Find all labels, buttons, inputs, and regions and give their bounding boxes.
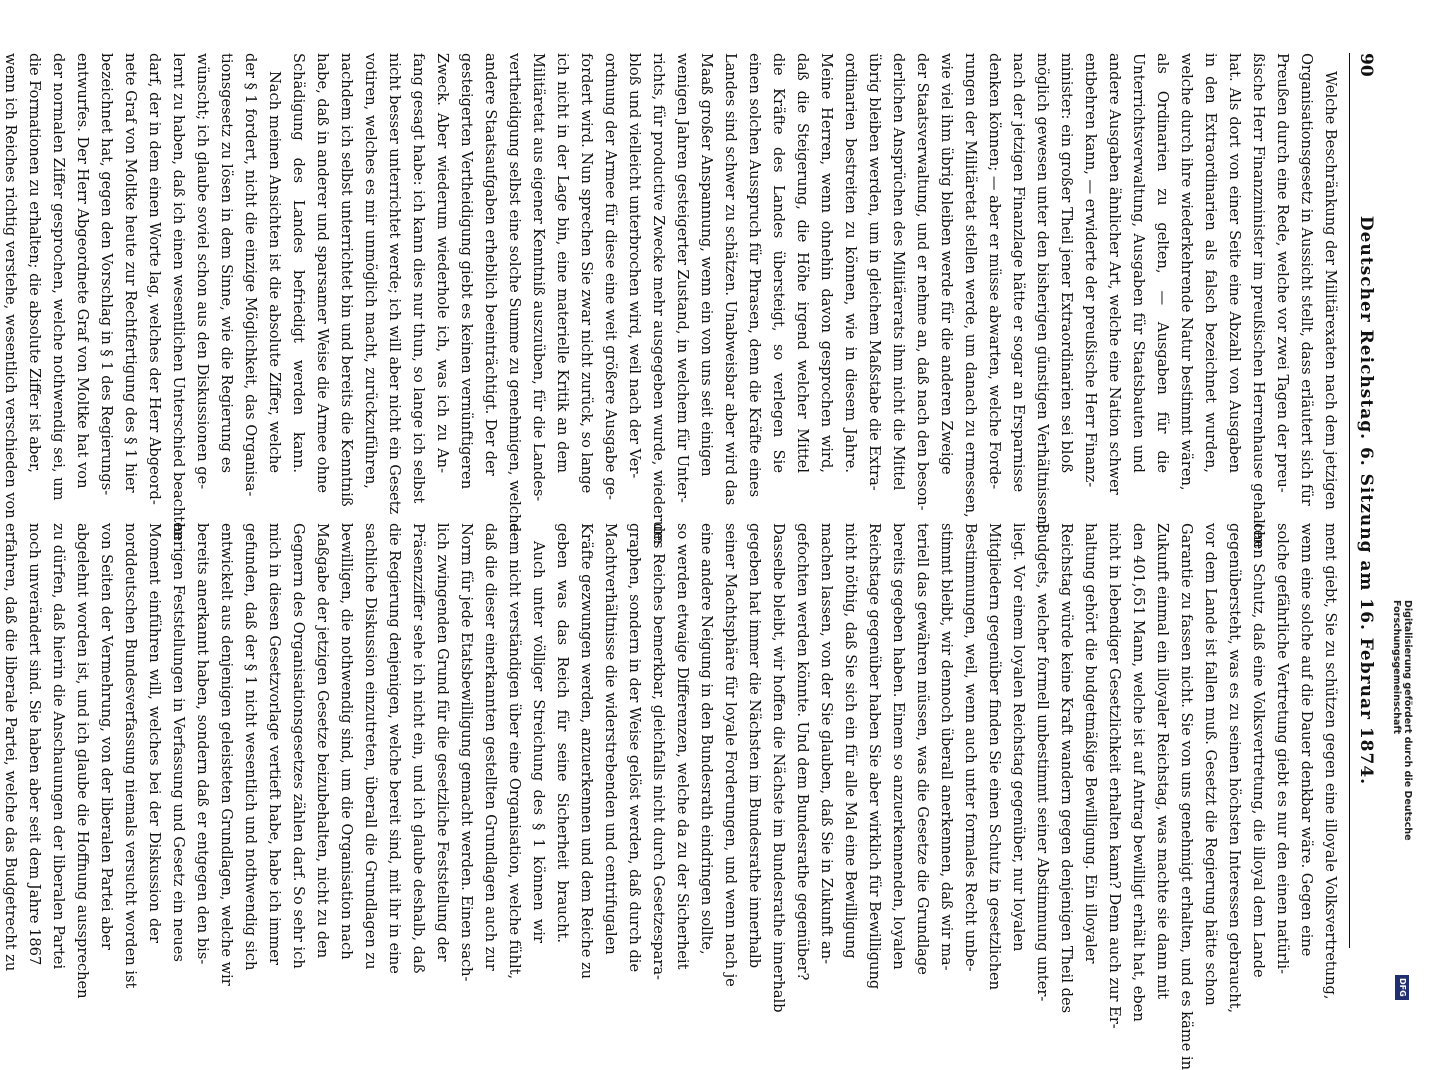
- text-line: Gegnern des Organisationsgesetzes zählen darf. So sehr ich: [290, 523, 307, 969]
- text-line: bewilligen, die nothwendig sind, um die Organisation nach: [338, 523, 355, 960]
- text-line: einen solchen Ausspruch für Phrasen, denn die Kräfte eines: [746, 53, 763, 498]
- text-line: zu dürfen, daß hierin die Anschauungen der liberalen Partei: [50, 523, 67, 970]
- footer-credit: Digitalisierung gefördert durch die Deutsche Forschungsgemeinschaft: [1391, 600, 1413, 841]
- text-line: eine andere Neigung in den Bundesrath eindringen sollte,: [698, 523, 715, 955]
- text-line: machen lassen, von der Sie glauben, daß Sie in Zukunft an-: [818, 523, 835, 965]
- text-line: liegt. Vor einem loyalen Reichstag gegenüber, nur loyalen: [1010, 523, 1027, 952]
- text-line: mich in diesen Gesetzvorlage vertieft habe, habe ich immer: [266, 523, 283, 966]
- text-line: der normalen Ziffer gesprochen, welche nothwendig sei, um: [50, 53, 67, 501]
- text-line: Schädigung des Landes befriedigt werden kann.: [290, 53, 307, 473]
- text-line: seiner Machtsphäre für loyale Forderungen, und wenn nach je: [722, 523, 739, 987]
- text-line: Maaß großer Anspannung, wenn ein von uns seit einigen: [698, 53, 715, 477]
- text-line: des Reiches bemerkbar, gleichfalls nicht durch Gesetzespara-: [650, 523, 667, 980]
- text-line: haltung gehört die budgetmäßige Bewilligung. Ein illoyaler: [1082, 523, 1099, 964]
- text-line: richts, für productive Zwecke mehr ausgegeben wurde, wiederum: [650, 53, 667, 545]
- dfg-logo-icon: DFG: [1395, 975, 1409, 1000]
- text-line: ich nicht in der Lage bin, eine materielle Kritik an dem: [554, 53, 571, 473]
- text-line: Garantie zu fassen nicht. Sie von uns genehmigt erhalten, und es käme in: [1178, 523, 1195, 1070]
- text-line: teriell das gewähren müssen, was die Gesetze die Grundlage: [914, 523, 931, 975]
- text-line: nachdem ich selbst unterrichtet bin und bereits die Kenntniß: [338, 53, 355, 507]
- text-line: bereits anerkannt haben, sondern daß er entgegen den bis-: [194, 523, 211, 965]
- text-line: Zukunft einmal ein illoyaler Reichstag, was machte sie dann mit: [1154, 523, 1171, 1000]
- text-line: Bestimmungen, weil, wenn auch unter formales Recht unbe-: [962, 523, 979, 972]
- text-line: fang gesagt habe: ich kann dies nur thun, so lange ich selbst: [410, 53, 427, 504]
- text-line: Zweck. Aber wiederum wiederhole ich, was ich zu An-: [434, 53, 451, 473]
- text-line: der Staatsverwaltung, und er nehme an, daß nach den beson-: [914, 53, 931, 511]
- text-line: lernt zu haben, daß ich einen wesentlichen Unterschied beachten: [170, 53, 187, 541]
- text-line: gesteigerten Vertheidigung giebt es keinen vernünftigeren: [458, 53, 475, 490]
- text-line: als Ordinarien zu gelten, — Ausgaben für die: [1154, 53, 1171, 473]
- text-line: die Regierung denjenigen, welche bereit sind, mit ihr in eine: [386, 523, 403, 974]
- text-line: geben was das Reich für seine Sicherheit braucht.: [554, 523, 571, 943]
- text-line: bezeichnet hat, gegen den Vorschlag in § 1 des Regierungs-: [98, 53, 115, 496]
- text-line: norddeutschen Bundesverfassung niemals versucht worden ist: [122, 523, 139, 989]
- running-title: Deutscher Reichstag. 6. Sitzung am 16. Februar 1874.: [1356, 215, 1376, 786]
- text-line: in den Extraordinarien als falsch bezeichnet wurden,: [1202, 53, 1219, 473]
- text-line: der § 1 fordert, nicht die einzige Möglichkeit, das Organisa-: [242, 53, 259, 497]
- page-header: [1346, 53, 1378, 948]
- text-line: Reichstage gegenüber haben Sie aber wirklich für Bewilligung: [866, 523, 883, 990]
- text-line: vor dem Lande ist fallen muß. Gesetzt die Regierung hätte schon: [1202, 523, 1219, 1006]
- text-line: bloß und vielleicht unterbrochen wird, weil nach der Ver-: [626, 53, 643, 479]
- text-line: andere Staatsaufgaben erheblich beeinträchtigt. Der der: [482, 53, 499, 476]
- text-line: Auch unter völliger Streichung des § 1 können wir: [530, 541, 547, 943]
- text-line: nach der jetzigen Finanzlage hätte er sogar an Ersparnisse: [1010, 53, 1027, 493]
- text-line: Dasselbe bleibt, wir hoffen die Nächste im Bundesrathe innerhalb: [770, 523, 787, 1013]
- text-line: minister: ein großer Theil jener Extraordinarien sei bloß: [1058, 53, 1075, 473]
- text-line: gefochten werden könnte. Und dem Bundesrathe gegenüber?: [794, 523, 811, 981]
- text-line: dem nicht verständigen über eine Organisation, welche fühlt,: [506, 523, 523, 980]
- text-line: lich zwingenden Grund für die gesetzliche Feststellung der: [434, 523, 451, 962]
- digitization-footer: [1392, 0, 1412, 1000]
- text-line: wenn ich Reiches richtig verstehe, wesentlich verschieden von: [2, 53, 19, 519]
- text-line: habe, daß in anderer und sparsamer Weise die Armee ohne: [314, 53, 331, 494]
- scanned-page: [2, 13, 1394, 1070]
- page-number: 90: [1356, 53, 1376, 77]
- text-line: daß die dieser einerkannten gestellten Grundlagen auch zur: [482, 523, 499, 971]
- text-line: herigen Feststellungen in Verfassung und Gesetz ein neues: [170, 523, 187, 962]
- text-line: graphen, sondern in der Weise gelöst werden, daß durch die: [626, 523, 643, 973]
- text-line: daß die Steigerung, die Höhe irgend welcher Mittel: [794, 53, 811, 473]
- text-line: Mitgliedern gegenüber finden Sie einen Schutz in gesetzlichen: [986, 523, 1003, 991]
- text-line: übrig bleiben werden, um in gleichem Maßstabe die Extra-: [866, 53, 883, 491]
- text-line: darf, der in dem einen Worte lag, welches der Herr Abgeord-: [146, 53, 163, 505]
- text-line: andere Ausgaben ähnlicher Art, welche eine Nation schwer: [1106, 53, 1123, 495]
- text-line: Reichstag würde keine Kraft wandern gegen denjenigen Theil des: [1058, 523, 1075, 1014]
- text-line: solche gefährliche Vertretung giebt es nur den einen natürli-: [1274, 523, 1291, 975]
- text-line: wenigen Jahren gesteigerter Zustand, in welchem für Unter-: [674, 53, 691, 503]
- text-line: Preußen durch eine Rede, welche vor zwei Tagen der preu-: [1274, 53, 1291, 493]
- text-line: so werden etwaige Differenzen, welche da zu der Sicherheit: [674, 523, 691, 970]
- text-line: entwickelt aus denjenigen geleisteten Grundlagen, welche wir: [218, 523, 235, 986]
- text-line: derlichen Ansprüchen des Militärerats ihm nicht die Mittel: [890, 53, 907, 491]
- text-line: entbehren kann, — erwiderte der preußische Herr Finanz-: [1082, 53, 1099, 488]
- text-line: hat. Als dort von einer Seite eine Abzahl von Ausgaben: [1226, 53, 1243, 473]
- text-line: Präsenzziffer sehe ich nicht ein, und ich glaube deshalb, daß: [410, 523, 427, 974]
- text-line: stimmt bleibt, wir dennoch überall anerkennen, daß wir ma-: [938, 523, 955, 971]
- text-line: ßische Herr Finanzminister im preußischen Herrenhause gehalten: [1250, 53, 1267, 548]
- text-line: gegeben hat immer die Nächsten im Bundesrathe innerhalb: [746, 523, 763, 969]
- text-line: Welche Beschränkung der Militärexaten nach dem jetzigen: [1322, 71, 1339, 510]
- text-line: chen Schutz, daß eine Volksvertretung, die illoyal dem Lande: [1250, 523, 1267, 978]
- text-line: Machtverhältnisse die widerstrebenden und centrifugalen: [602, 523, 619, 955]
- left-text-column: [2, 53, 1342, 548]
- text-line: denken können; — aber er müsse abwarten, welche Forde-: [986, 53, 1003, 490]
- text-line: ordnung der Armee für diese eine weit größere Ausgabe ge-: [602, 53, 619, 500]
- text-line: nicht in lebendiger Gesetzlichkeit erhalten kann? Denn auch zur Er-: [1106, 523, 1123, 1029]
- text-line: entwurfes. Der Herr Abgeordnete Graf von Moltke hat von: [74, 53, 91, 489]
- rotated-page-content: [2, 13, 1394, 1070]
- text-line: rungen der Militäretat stellen werde, um danach zu ermessen,: [962, 53, 979, 518]
- text-line: welche durch ihre wiederkehrende Natur bestimmt wären,: [1178, 53, 1195, 491]
- text-line: Maßgabe der jetzigen Gesetze beizubehalten, nicht zu den: [314, 523, 331, 959]
- text-line: Kräfte gezwungen werden, anzuerkennen und dem Reiche zu: [578, 523, 595, 980]
- text-line: bereits gegeben haben. Einem so anzuerkennenden, loyalen: [890, 523, 907, 970]
- text-line: ment giebt, Sie zu schützen gegen eine illoyale Volksvertretung,: [1322, 523, 1339, 1000]
- text-line: Organisationsgesetz in Aussicht stellt, dass erläutert sich für: [1298, 53, 1315, 506]
- text-line: nicht besser unterrichtet werde; ich will aber nicht ein Gesetz: [386, 53, 403, 515]
- right-text-column: [2, 523, 1342, 1070]
- text-line: ordinarien bestreiten zu können, wie in diesem Jahre.: [842, 53, 859, 473]
- text-line: die Kräfte des Landes übersteigt, so verlegen Sie: [770, 53, 787, 473]
- text-line: Nach meinen Ansichten ist die absolute Ziffer, welche: [266, 71, 283, 473]
- text-line: fordert wird. Nun sprechen Sie zwar nicht zurück, so lange: [578, 53, 595, 494]
- text-line: wünscht; ich glaube soviel schon aus den Diskussionen ge-: [194, 53, 211, 490]
- text-line: abgelehnt worden ist, und ich glaube die Hoffnung aussprechen: [74, 523, 91, 999]
- text-line: Norm für jede Etatsbewilligung gemacht werden. Einen sach-: [458, 523, 475, 982]
- text-line: sachliche Diskussion einzutreten, überall die Grundlagen zu: [362, 523, 379, 970]
- text-line: möglich gewesen unter den bisherigen günstigen Verhältnissen;: [1034, 53, 1051, 530]
- text-line: nete Graf von Moltke heute zur Rechtfertigung des § 1 hier: [122, 53, 139, 493]
- text-line: gegenübersteht, was es zu seinen höchsten Interessen gebraucht,: [1226, 523, 1243, 1014]
- text-line: nicht nöthig, daß Sie sich ein für alle Mal eine Bewilligung: [842, 523, 859, 959]
- text-line: tionsgesetz zu lösen in dem Sinne, wie die Regierung es: [218, 53, 235, 473]
- text-line: noch unverändert sind. Sie haben aber seit dem Jahre 1867: [26, 523, 43, 966]
- text-line: Budgets, welcher formell unbestimmt seiner Abstimmung unter-: [1034, 523, 1051, 1002]
- text-line: den 401,651 Mann, welche ist auf Antrag bewilligt erhält hat, eben: [1130, 523, 1147, 1022]
- text-line: von Seiten der Vermehrung, von der liberalen Partei aber: [98, 523, 115, 950]
- text-line: die Formationen zu erhalten; die absolute Ziffer ist aber,: [26, 53, 43, 473]
- header-rule: [1349, 53, 1350, 948]
- text-line: wenn eine solche auf die Dauer denkbar wäre. Gegen eine: [1298, 523, 1315, 957]
- text-line: votiren, welches es mir unmöglich macht, zurückzuführen,: [362, 53, 379, 489]
- text-line: Unterrichtsverwaltung, Ausgaben für Staatsbauten und: [1130, 53, 1147, 473]
- text-line: Moment einführen will, welches bei der Diskussion der: [146, 523, 163, 943]
- text-line: gefunden, daß der § 1 nicht wesentlich und nothwendig sich: [242, 523, 259, 971]
- text-line: Meine Herren, wenn ohnehin davon gesprochen wird,: [818, 53, 835, 473]
- text-line: erfahren, daß die liberale Partei, welche das Budgetrecht zu: [2, 523, 19, 972]
- text-line: Landes sind schwer zu schätzen. Unabweisbar aber wird das: [722, 53, 739, 506]
- text-line: Militäretat aus eigener Kenntniß auszuüben, für die Landes-: [530, 53, 547, 502]
- text-line: vertheidigung selbst eine solche Summe zu genehmigen, welche: [506, 53, 523, 533]
- text-line: wie viel ihm übrig bleiben werde für die anderen Zweige: [938, 53, 955, 475]
